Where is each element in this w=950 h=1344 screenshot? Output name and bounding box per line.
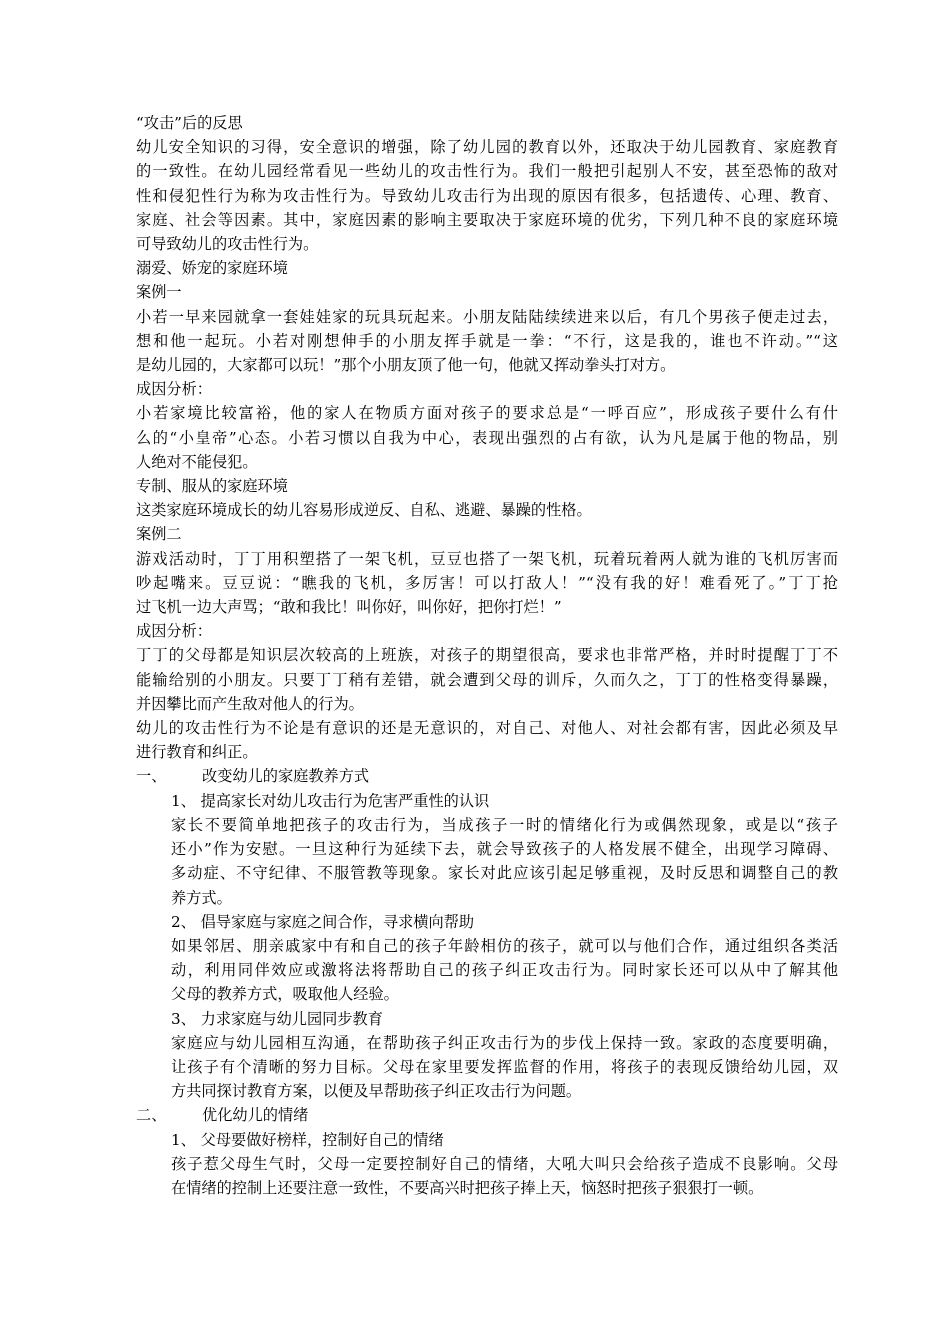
env2-description: 这类家庭环境成长的幼儿容易形成逆反、自私、逃避、暴躁的性格。 [136,501,592,520]
section-title: 优化幼儿的情绪 [202,1106,309,1125]
analysis2-paragraph [136,643,838,716]
section-number: 二、 [136,1106,167,1125]
analysis1-label: 成因分析： [136,380,212,399]
item-line: 多动症、不守纪律、不服管教等现象。家长对此应该引起足够重视，及时反思和调整自己的教 [171,864,838,883]
env2-heading: 专制、服从的家庭环境 [136,477,288,496]
case1-line: 是幼儿园的，大家都可以玩！”那个小朋友顶了他一句，他就又挥动拳头打对方。 [136,356,676,375]
section-1-item-3 [136,1007,838,1104]
analysis1-line: 小若家境比较富裕，他的家人在物质方面对孩子的要求总是“一呼百应”，形成孩子要什么有什 [136,404,838,423]
section-2-item-1 [136,1128,838,1201]
analysis2-line: 能输给别的小朋友。只要丁丁稍有差错，就会遭到父母的训斥，久而久之，丁丁的性格变得暴躁， [136,670,838,689]
document-page [136,111,838,1200]
summary-line: 进行教育和纠正。 [136,743,258,762]
document-title: “攻击”后的反思 [136,114,243,132]
item-heading: 1、 父母要做好榜样，控制好自己的情绪 [171,1130,444,1149]
section-1 [136,764,838,1103]
analysis2-line: 丁丁的父母都是知识层次较高的上班族，对孩子的期望很高，要求也非常严格，并时时提醒丁丁不 [136,646,838,665]
section-2-heading [136,1103,838,1127]
case1-line: 小若一早来园就拿一套娃娃家的玩具玩起来。小朋友陆陆续续进来以后，有几个男孩子便走过去， [136,307,838,326]
summary-paragraph [136,716,838,764]
section-number: 一、 [136,767,167,786]
intro-paragraph [136,135,838,256]
analysis2-line: 并因攀比而产生敌对他人的行为。 [136,694,364,713]
case2-line: 游戏活动时，丁丁用积塑搭了一架飞机，豆豆也搭了一架飞机，玩着玩着两人就为谁的飞机厉害而 [136,549,838,568]
case1-label: 案例一 [136,283,182,302]
case1-line: 想和他一起玩。小若对刚想伸手的小朋友挥手就是一拳：“不行，这是我的，谁也不许动。”“这 [136,331,838,350]
section-1-item-2 [136,910,838,1007]
item-line: 父母的教养方式，吸取他人经验。 [171,985,399,1004]
item-heading: 3、 力求家庭与幼儿园同步教育 [171,1009,383,1028]
section-title: 改变幼儿的家庭教养方式 [202,767,370,786]
item-line: 方共同探讨教育方案，以便及早帮助孩子纠正攻击行为问题。 [171,1082,582,1101]
analysis1-line: 人绝对不能侵犯。 [136,452,258,471]
section-1-heading [136,764,838,788]
case2-label: 案例二 [136,525,182,544]
item-line: 动，利用同伴效应或激将法将帮助自己的孩子纠正攻击行为。同时家长还可以从中了解其他 [171,961,838,980]
intro-line: 可导致幼儿的攻击性行为。 [136,235,319,254]
analysis1-paragraph [136,401,838,474]
section-2 [136,1103,838,1200]
summary-line: 幼儿的攻击性行为不论是有意识的还是无意识的，对自己、对他人、对社会都有害，因此必须及早 [136,719,838,738]
intro-line: 幼儿安全知识的习得，安全意识的增强，除了幼儿园的教育以外，还取决于幼儿园教育、家庭教育 [136,138,838,157]
item-heading: 2、 倡导家庭与家庭之间合作，寻求横向帮助 [171,912,475,931]
env1-heading: 溺爱、娇宠的家庭环境 [136,259,288,278]
item-line: 家庭应与幼儿园相互沟通，在帮助孩子纠正攻击行为的步伐上保持一致。家政的态度要明确， [171,1033,838,1052]
item-line: 让孩子有个清晰的努力目标。父母在家里要发挥监督的作用，将孩子的表现反馈给幼儿园，双 [171,1057,838,1076]
item-line: 养方式。 [171,888,232,907]
intro-line: 的一致性。在幼儿园经常看见一些幼儿的攻击性行为。我们一般把引起别人不安，甚至恐怖的敌对 [136,162,838,181]
analysis1-line: 么的“小皇帝”心态。小若习惯以自我为中心，表现出强烈的占有欲，认为凡是属于他的物品，别 [136,428,838,447]
intro-line: 性和侵犯性行为称为攻击性行为。导致幼儿攻击行为出现的原因有很多，包括遗传、心理、教育、 [136,186,838,205]
item-line: 还小”作为安慰。一旦这种行为延续下去，就会导致孩子的人格发展不健全，出现学习障碍、 [171,840,838,859]
case2-line: 吵起嘴来。豆豆说：“瞧我的飞机，多厉害！可以打敌人！”“没有我的好！难看死了。”丁丁抢 [136,573,838,592]
item-line: 孩子惹父母生气时，父母一定要控制好自己的情绪，大吼大叫只会给孩子造成不良影响。父母 [171,1154,838,1173]
case2-paragraph [136,547,838,620]
item-line: 家长不要简单地把孩子的攻击行为，当成孩子一时的情绪化行为或偶然现象，或是以“孩子 [171,815,838,834]
item-heading: 1、 提高家长对幼儿攻击行为危害严重性的认识 [171,791,490,810]
case2-line: 过飞机一边大声骂；“敢和我比！叫你好，叫你好，把你打烂！” [136,598,562,617]
item-line: 在情绪的控制上还要注意一致性，不要高兴时把孩子捧上天，恼怒时把孩子狠狠打一顿。 [171,1178,764,1197]
case1-paragraph [136,305,838,378]
intro-line: 家庭、社会等因素。其中，家庭因素的影响主要取决于家庭环境的优劣，下列几种不良的家庭环境 [136,210,838,229]
analysis2-label: 成因分析： [136,622,212,641]
item-line: 如果邻居、朋亲戚家中有和自己的孩子年龄相仿的孩子，就可以与他们合作，通过组织各类活 [171,936,838,955]
section-1-item-1 [136,789,838,910]
